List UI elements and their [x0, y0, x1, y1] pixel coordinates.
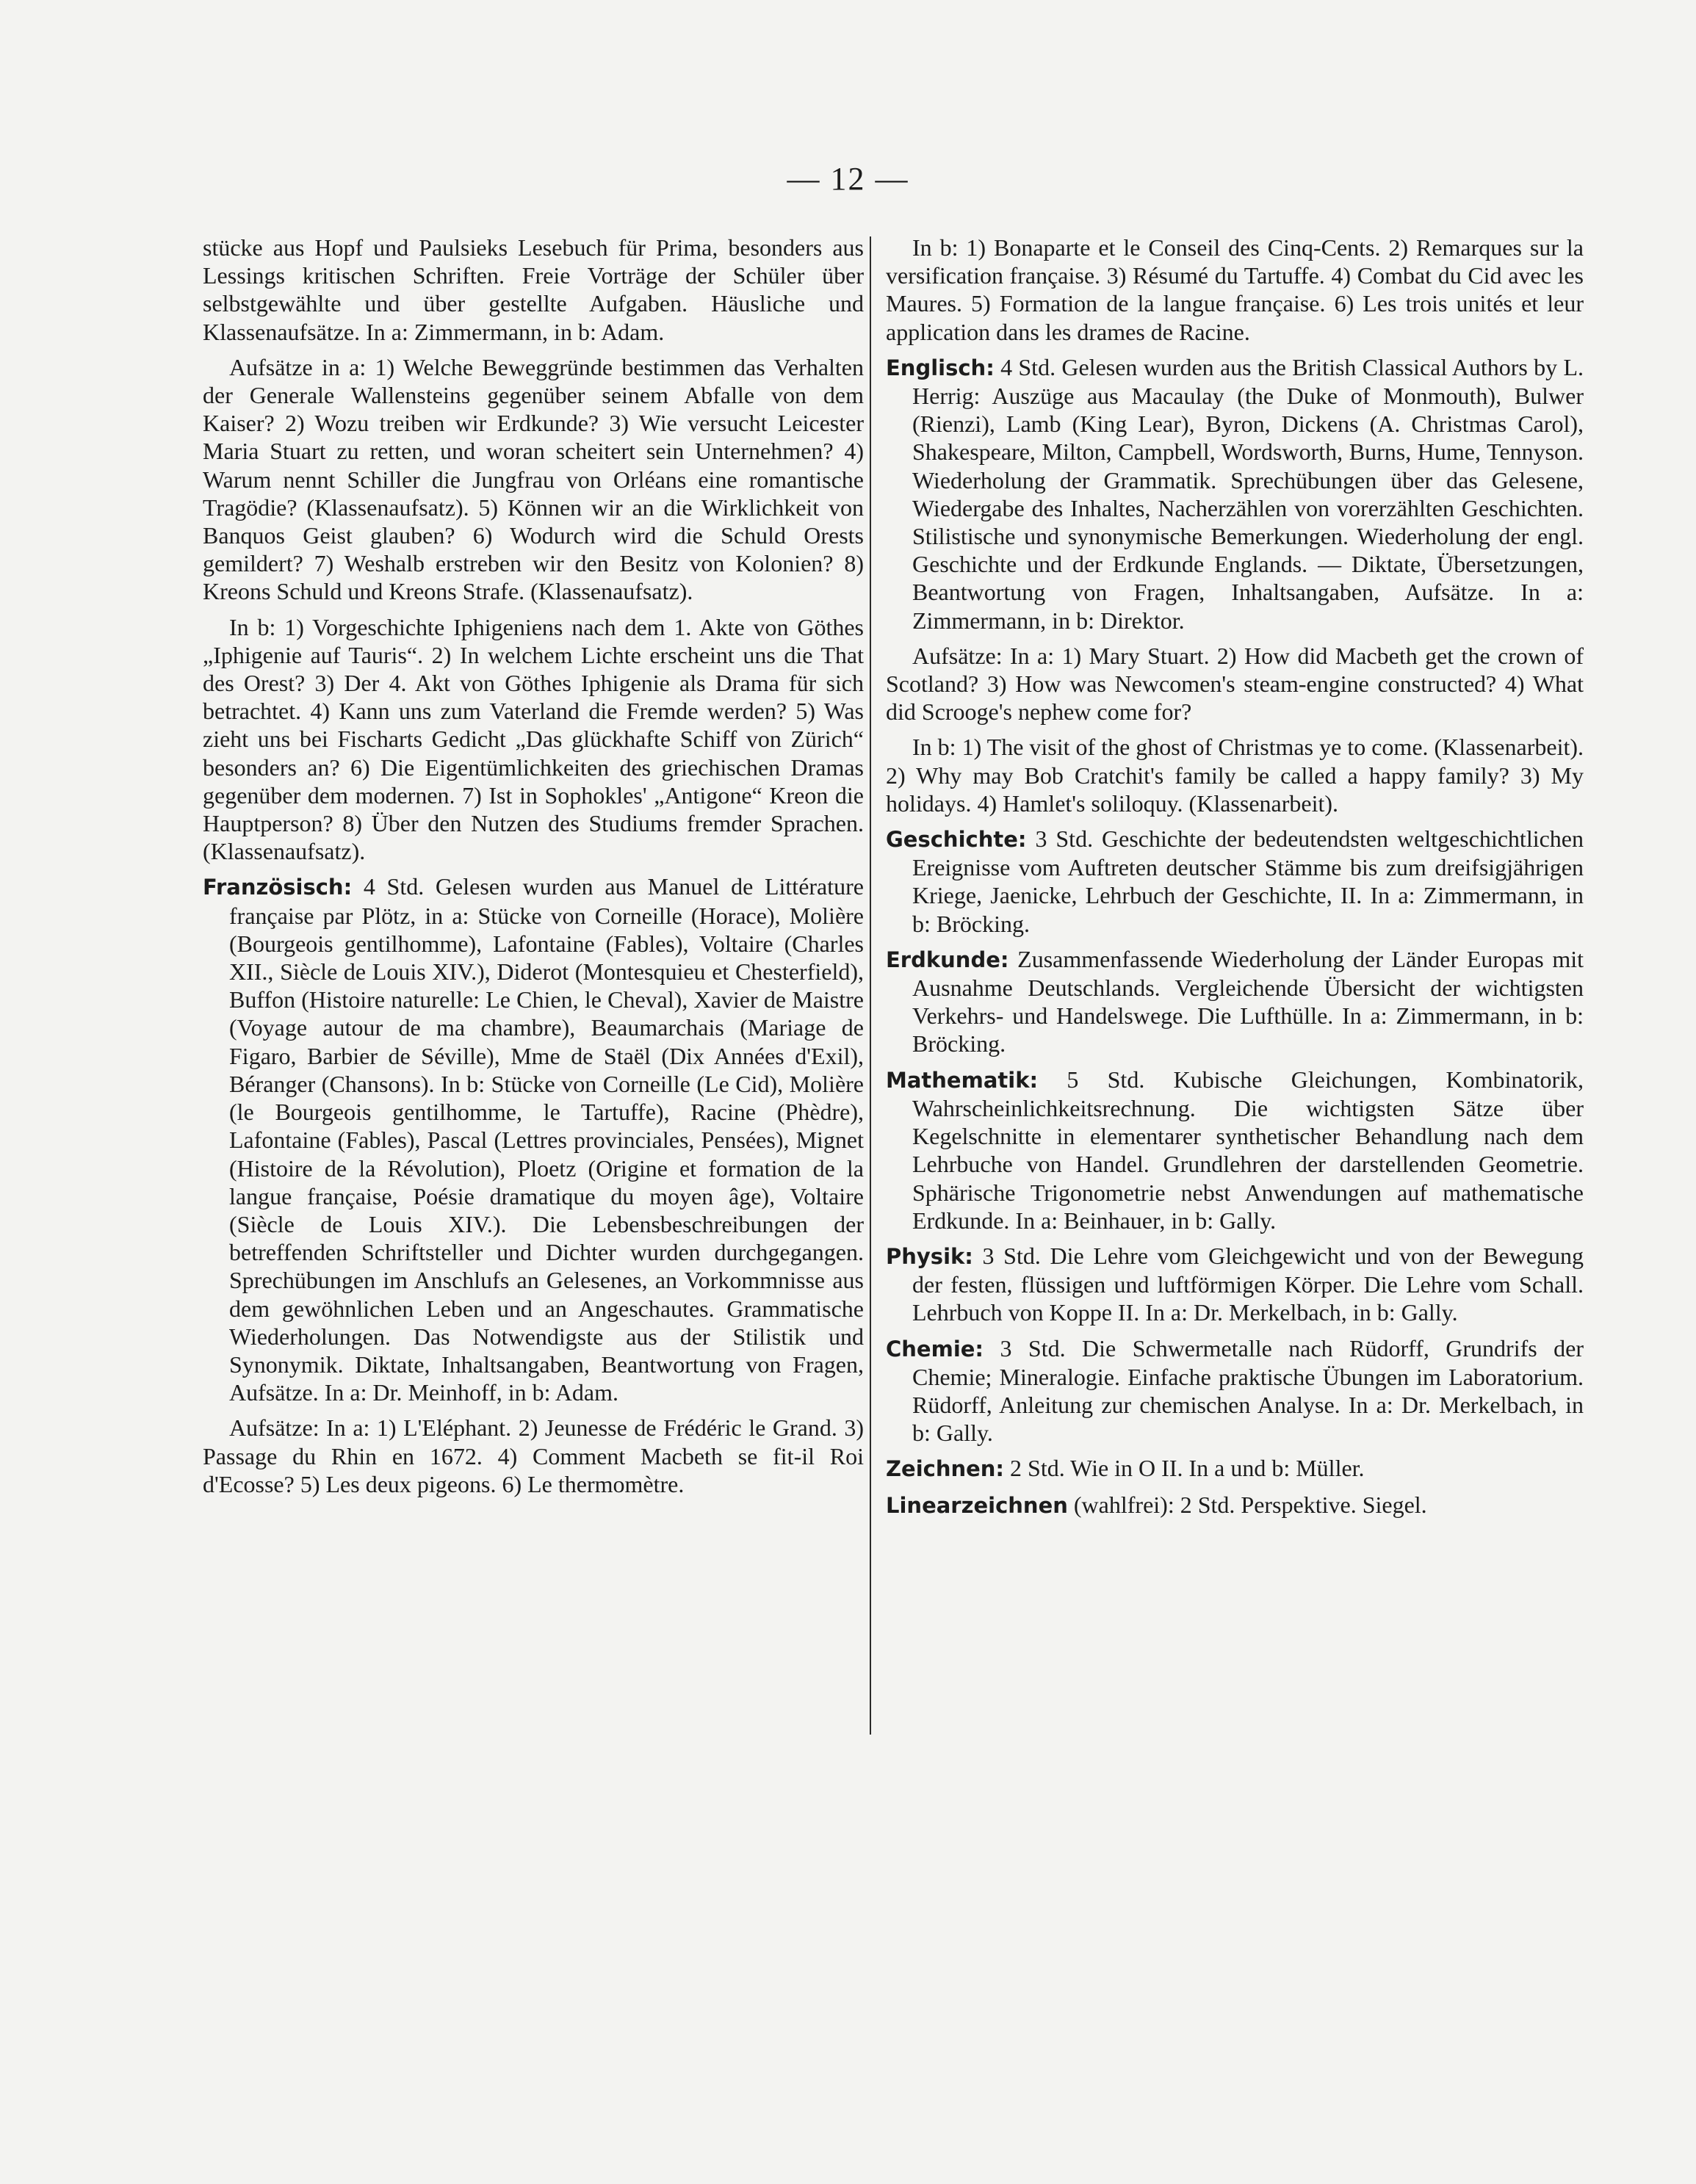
- column-divider: [870, 236, 871, 1735]
- erdkunde-section: [886, 945, 1584, 1058]
- physik-heading: Physik:: [886, 1243, 973, 1269]
- mathematik-heading: Mathematik:: [886, 1067, 1039, 1093]
- geschichte-text: 3 Std. Geschichte der bedeutendsten weltgeschichtlichen Ereignisse vom Auftreten deutscher Stämme bis zum dreifsigjährigen Kriege, Jaenicke, Lehrbuch der Geschichte, II. In a: Zimmermann, in b: Bröcking.: [912, 825, 1584, 937]
- franzoesisch-aufsaetze-b: In b: 1) Bonaparte et le Conseil des Cinq-Cents. 2) Remarques sur la versification française. 3) Résumé du Tartuffe. 4) Combat du Cid avec les Maures. 5) Formation de la langue française. 6) Les trois unités et leur application dans les drames de Racine.: [886, 234, 1584, 345]
- deutsch-aufsaetze-a: Aufsätze in a: 1) Welche Beweggründe bestimmen das Verhalten der Generale Wallensteins gegenüber seinem Abfalle von dem Kaiser? 2) Wozu treiben wir Erdkunde? 3) Wie versucht Leicester Maria Stuart zu retten, und woran scheitert sein Unternehmen? 4) Warum nennt Schiller die Jungfrau von Orléans eine romantische Tragödie? (Klassenaufsatz). 5) Können wir an die Wirklichkeit von Banquos Geist glauben? 6) Wodurch wird die Schuld Orests gemildert? 7) Weshalb erstreben wir den Besitz von Kolonien? 8) Kreons Schuld und Kreons Strafe. (Klassenaufsatz).: [203, 353, 864, 605]
- zeichnen-section: [886, 1454, 1584, 1483]
- englisch-section: [886, 353, 1584, 634]
- englisch-heading: Englisch:: [886, 355, 995, 380]
- linearzeichnen-section: [886, 1491, 1584, 1519]
- zeichnen-text: 2 Std. Wie in O II. In a und b: Müller.: [1010, 1455, 1365, 1482]
- left-column: [203, 234, 864, 1505]
- geschichte-heading: Geschichte:: [886, 827, 1027, 853]
- deutsch-continuation: [203, 234, 864, 346]
- englisch-aufsaetze-b: In b: 1) The visit of the ghost of Christmas ye to come. (Klassenarbeit). 2) Why may Bob Cratchit's family be called a happy family? 3) My holidays. 4) Hamlet's soliloquy. (Klassenarbeit).: [886, 734, 1584, 817]
- physik-text: 3 Std. Die Lehre vom Gleichgewicht und von der Bewegung der festen, flüssigen und luftförmigen Körper. Die Lehre vom Schall. Lehrbuch von Koppe II. In a: Dr. Merkelbach, in b: Gally.: [912, 1242, 1584, 1326]
- franzoesisch-section: [203, 872, 864, 1406]
- mathematik-section: [886, 1066, 1584, 1234]
- englisch-aufsaetze-a: Aufsätze: In a: 1) Mary Stuart. 2) How did Macbeth get the crown of Scotland? 3) How was Newcomen's steam-engine constructed? 4) What did Scrooge's nephew come for?: [886, 642, 1584, 726]
- chemie-text: 3 Std. Die Schwermetalle nach Rüdorff, Grundrifs der Chemie; Mineralogie. Einfache praktische Übungen im Laboratorium. Rüdorff, Anleitung zur chemischen Analyse. In a: Dr. Merkelbach, in b: Gally.: [912, 1334, 1584, 1447]
- englisch-text: 4 Std. Gelesen wurden aus the British Classical Authors by L. Herrig: Auszüge aus Macaulay (the Duke of Monmouth), Bulwer (Rienzi), Lamb (King Lear), Byron, Dickens (A. Christmas Carol), Shakespeare, Milton, Campbell, Wordsworth, Burns, Hume, Tennyson. Wiederholung der Grammatik. Sprechübungen über das Gelesene, Wiedergabe des Inhaltes, Nacherzählen von vorerzählten Geschichten. Stilistische und synonymische Bemerkungen. Wiederholung der engl. Geschichte und der Erdkunde Englands. — Diktate, Übersetzungen, Beantwortung von Fragen, Inhaltsangaben, Aufsätze. In a: Zimmermann, in b: Direktor.: [912, 353, 1584, 634]
- erdkunde-heading: Erdkunde:: [886, 947, 1009, 972]
- linearzeichnen-heading: Linearzeichnen: [886, 1492, 1068, 1518]
- right-column: [886, 234, 1584, 1527]
- zeichnen-heading: Zeichnen:: [886, 1456, 1005, 1482]
- deutsch-aufsaetze-b: In b: 1) Vorgeschichte Iphigeniens nach dem 1. Akte von Göthes „Iphigenie auf Tauris“. 2) In welchem Lichte erscheint uns die That des Orest? 3) Der 4. Akt von Göthes Iphigenie als Drama für sich betrachtet. 4) Kann uns zum Vaterland die Fremde werden? 5) Was zieht uns bei Fischarts Gedicht „Das glückhafte Schiff von Zürich“ besonders an? 6) Die Eigentümlichkeiten des griechischen Dramas gegenüber dem modernen. 7) Ist in Sophokles' „Antigone“ Kreon die Hauptperson? 8) Über den Nutzen des Studiums fremder Sprachen. (Klassenaufsatz).: [203, 613, 864, 865]
- deutsch-teachers: In a: Zimmermann, in b: Adam.: [366, 318, 665, 345]
- chemie-heading: Chemie:: [886, 1336, 984, 1362]
- franzoesisch-aufsaetze-a: Aufsätze: In a: 1) L'Eléphant. 2) Jeunesse de Frédéric le Grand. 3) Passage du Rhin en 1672. 4) Comment Macbeth se fit-il Roi d'Ecosse? 5) Les deux pigeons. 6) Le thermomètre.: [203, 1414, 864, 1497]
- page-number: — 12 —: [787, 161, 909, 197]
- chemie-section: [886, 1334, 1584, 1447]
- geschichte-section: [886, 825, 1584, 938]
- physik-section: [886, 1242, 1584, 1327]
- franzoesisch-heading: Französisch:: [203, 875, 353, 900]
- erdkunde-text: Zusammenfassende Wiederholung der Länder Europas mit Ausnahme Deutschlands. Vergleichende Übersicht der wichtigsten Verkehrs- und Handelswege. Die Lufthülle. In a: Zimmermann, in b: Bröcking.: [912, 945, 1584, 1057]
- linearzeichnen-text: (wahlfrei): 2 Std. Perspektive. Siegel.: [1073, 1491, 1427, 1518]
- franzoesisch-text: 4 Std. Gelesen wurden aus Manuel de Littérature française par Plötz, in a: Stücke von Corneille (Horace), Molière (Bourgeois gentilhomme), Lafontaine (Fables), Voltaire (Charles XII., Siècle de Louis XIV.), Diderot (Montesquieu et Chesterfield), Buffon (Histoire naturelle: Le Chien, le Cheval), Xavier de Maistre (Voyage autour de ma chambre), Beaumarchais (Mariage de Figaro, Barbier de Séville), Mme de Staël (Dix Années d'Exil), Béranger (Chansons). In b: Stücke von Corneille (Le Cid), Molière (le Bourgeois gentilhomme, le Tartuffe), Racine (Phèdre), Lafontaine (Fables), Pascal (Lettres provinciales, Pensées), Mignet (Histoire de la Révolution), Ploetz (Origine et formation de la langue française, Poésie dramatique du moyen âge), Voltaire (Siècle de Louis XIV.). Die Lebensbeschreibungen der betreffenden Schriftsteller und Dichter wurden durchgegangen. Sprechübungen im Anschlufs an Gelesenes, an Vorkommnisse aus dem gewöhnlichen Leben und an Angeschautes. Grammatische Wiederholungen. Das Notwendigste aus der Stilistik und Synonymik. Diktate, Inhaltsangaben, Beantwortung von Fragen, Aufsätze. In a: Dr. Meinhoff, in b: Adam.: [229, 873, 865, 1406]
- deutsch-intro: stücke aus Hopf und Paulsieks Lesebuch für Prima, besonders aus Lessings kritischen Schriften. Freie Vorträge der Schüler über selbstgewählte und über gestellte Aufgaben. Häusliche und Klassenaufsätze.: [203, 234, 864, 345]
- mathematik-text: 5 Std. Kubische Gleichungen, Kombinatorik, Wahrscheinlichkeitsrechnung. Die wichtigsten Sätze über Kegelschnitte in elementarer synthetischer Behandlung nach dem Lehrbuche von Handel. Grundlehren der darstellenden Geometrie. Sphärische Trigonometrie nebst Anwendungen auf mathematische Erdkunde. In a: Beinhauer, in b: Gally.: [912, 1066, 1584, 1234]
